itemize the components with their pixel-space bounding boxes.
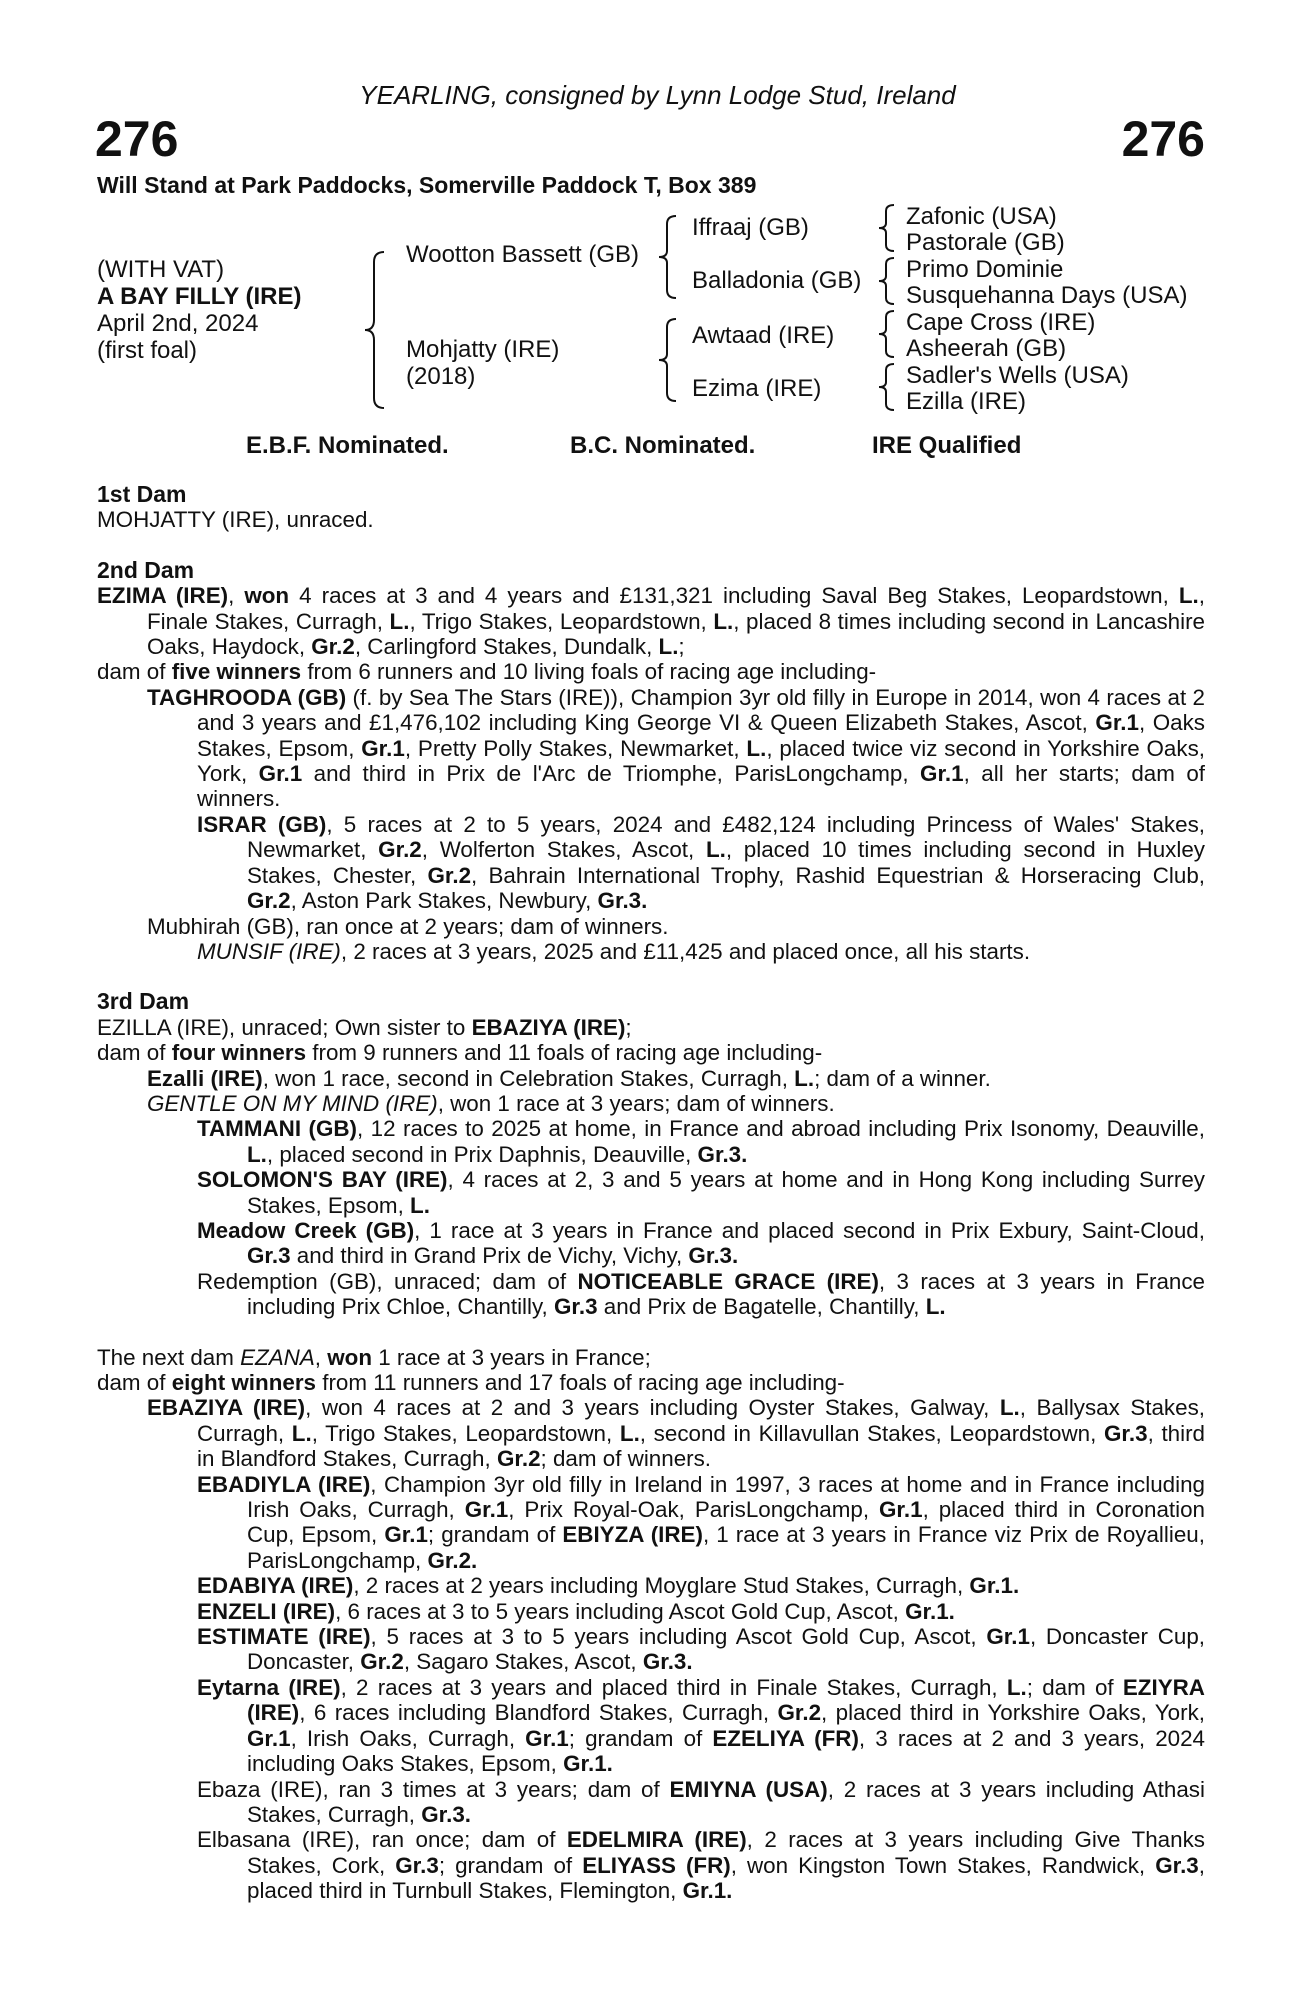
pedigree-sdd: Susquehanna Days (USA)	[906, 282, 1188, 309]
produce-ebadiyla: EBADIYLA (IRE), Champion 3yr old filly in Ireland in 1997, 3 races at home and in France including Irish Oaks, Curragh, Gr.1, Prix Royal-Oak, ParisLongchamp, Gr.1, placed third in Coronation Cup, Epsom, Gr.1; grandam of EBIYZA (IRE), 1 race at 3 years in France viz Prix de Royallieu, ParisLongchamp, Gr.2.	[197, 1471, 1206, 1573]
produce-mubhirah: Mubhirah (GB), ran once at 2 years; dam of winners.	[147, 913, 669, 939]
pedigree-dss: Cape Cross (IRE)	[906, 309, 1096, 336]
produce-israr: ISRAR (GB), 5 races at 2 to 5 years, 2024 and £482,124 including Princess of Wales' Stakes, Newmarket, Gr.2, Wolferton Stakes, Ascot, L., placed 10 times including second in Huxley Stakes, Chester, Gr.2, Bahrain International Trophy, Rashid Equestrian & Horseracing Club, Gr.2, Aston Park Stakes, Newbury, Gr.3.	[197, 811, 1205, 914]
pedigree-dam-sire: Awtaad (IRE)	[692, 322, 835, 349]
second-dam-produce-summary: dam of five winners from 6 runners and 10 living foals of racing age including-	[97, 659, 877, 685]
lot-number-left: 276	[95, 111, 179, 167]
third-dam-produce-summary: dam of four winners from 9 runners and 11 foals of racing age including-	[97, 1040, 823, 1066]
produce-solomons-bay: SOLOMON'S BAY (IRE), 4 races at 2, 3 and 5 years at home and in Hong Kong including Surrey Stakes, Epsom, L.	[197, 1167, 1205, 1218]
catalogue-body	[97, 482, 1205, 1904]
consignment-subtitle: YEARLING, consigned by Lynn Lodge Stud, Ireland	[359, 80, 956, 110]
produce-eytarna: Eytarna (IRE), 2 races at 3 years and placed third in Finale Stakes, Curragh, L.; dam of EZIYRA (IRE), 6 races including Blandford Stakes, Curragh, Gr.2, placed third in Yorkshire Oaks, York, Gr.1, Irish Oaks, Curragh, Gr.1; grandam of EZELIYA (FR), 3 races at 2 and 3 years, 2024 including Oaks Stakes, Epsom, Gr.1.	[197, 1674, 1205, 1777]
second-dam-entry: EZIMA (IRE), won 4 races at 3 and 4 years and £131,321 including Saval Beg Stakes, Leopardstown, L., Finale Stakes, Curragh, L., Trigo Stakes, Leopardstown, L., placed 8 times including second in Lancashire Oaks, Haydock, Gr.2, Carlingford Stakes, Dundalk, L.;	[97, 583, 1206, 660]
pedigree-brace-sd	[876, 256, 896, 306]
pedigree-sds: Primo Dominie	[906, 256, 1064, 283]
produce-taghrooda: TAGHROODA (GB) (f. by Sea The Stars (IRE)), Champion 3yr old filly in Europe in 2014, won 4 races at 2 and 3 years and £1,476,102 including King George VI & Queen Elizabeth Stakes, Ascot, Gr.1, Oaks Stakes, Epsom, Gr.1, Pretty Polly Stakes, Newmarket, L., placed twice viz second in Yorkshire Oaks, York, Gr.1 and third in Prix de l'Arc de Triomphe, ParisLongchamp, Gr.1, all her starts; dam of winners.	[147, 684, 1206, 812]
nomination-ebf: E.B.F. Nominated.	[246, 432, 449, 459]
pedigree-sire: Wootton Bassett (GB)	[406, 241, 639, 268]
vat-note: (WITH VAT)	[97, 256, 225, 283]
section-heading-third-dam: 3rd Dam	[97, 988, 190, 1015]
lot-number-right: 276	[1121, 111, 1205, 167]
pedigree-dam-dam: Ezima (IRE)	[692, 375, 822, 402]
produce-meadow-creek: Meadow Creek (GB), 1 race at 3 years in France and placed second in Prix Exbury, Saint-Cloud, Gr.3 and third in Grand Prix de Vichy, Vichy, Gr.3.	[197, 1217, 1205, 1269]
section-heading-first-dam: 1st Dam	[97, 481, 187, 507]
nomination-ire: IRE Qualified	[872, 432, 1022, 459]
pedigree-sire-sire: Iffraaj (GB)	[692, 214, 809, 241]
third-dam-entry: EZILLA (IRE), unraced; Own sister to EBAZIYA (IRE);	[97, 1014, 632, 1040]
pedigree-brace-ss	[876, 203, 896, 253]
horse-name: A BAY FILLY (IRE)	[97, 283, 302, 310]
horse-note: (first foal)	[97, 337, 198, 364]
horse-dob: April 2nd, 2024	[97, 310, 259, 337]
produce-elbasana: Elbasana (IRE), ran once; dam of EDELMIRA (IRE), 2 races at 3 years including Give Thanks Stakes, Cork, Gr.3; grandam of ELIYASS (FR), won Kingston Town Stakes, Randwick, Gr.3, placed third in Turnbull Stakes, Flemington, Gr.1.	[197, 1827, 1205, 1904]
pedigree-dam-year: (2018)	[406, 363, 476, 390]
pedigree-brace-dd	[876, 362, 896, 412]
produce-estimate: ESTIMATE (IRE), 5 races at 3 to 5 years including Ascot Gold Cup, Ascot, Gr.1, Doncaster Cup, Doncaster, Gr.2, Sagaro Stakes, Ascot, Gr.3.	[197, 1624, 1205, 1675]
section-heading-second-dam: 2nd Dam	[97, 556, 195, 583]
next-dam-entry: The next dam EZANA, won 1 race at 3 years in France;	[97, 1344, 651, 1370]
pedigree-ssd: Pastorale (GB)	[906, 229, 1065, 256]
pedigree-sss: Zafonic (USA)	[906, 203, 1057, 230]
pedigree-dds: Sadler's Wells (USA)	[906, 362, 1129, 389]
pedigree-brace-dam	[656, 317, 678, 403]
pedigree-dam: Mohjatty (IRE)	[406, 336, 560, 363]
produce-enzeli: ENZELI (IRE), 6 races at 3 to 5 years including Ascot Gold Cup, Ascot, Gr.1.	[197, 1598, 955, 1624]
produce-munsif: MUNSIF (IRE), 2 races at 3 years, 2025 and £11,425 and placed once, all his starts.	[197, 938, 1031, 964]
first-dam-text: MOHJATTY (IRE), unraced.	[97, 507, 374, 533]
produce-ezalli: Ezalli (IRE), won 1 race, second in Celebration Stakes, Curragh, L.; dam of a winner.	[147, 1065, 991, 1091]
pedigree-ddd: Ezilla (IRE)	[906, 388, 1027, 415]
nomination-bc: B.C. Nominated.	[570, 432, 756, 459]
produce-tammani: TAMMANI (GB), 12 races to 2025 at home, in France and abroad including Prix Isonomy, Deauville, L., placed second in Prix Daphnis, Deauville, Gr.3.	[197, 1116, 1205, 1167]
pedigree-dsd: Asheerah (GB)	[906, 335, 1067, 362]
pedigree-brace-ds	[876, 309, 896, 359]
next-dam-produce-summary: dam of eight winners from 11 runners and 17 foals of racing age including-	[97, 1370, 845, 1395]
produce-redemption: Redemption (GB), unraced; dam of NOTICEABLE GRACE (IRE), 3 races at 3 years in France including Prix Chloe, Chantilly, Gr.3 and Prix de Bagatelle, Chantilly, L.	[197, 1268, 1205, 1320]
produce-edabiya: EDABIYA (IRE), 2 races at 2 years including Moyglare Stud Stakes, Curragh, Gr.1.	[197, 1573, 1020, 1599]
pedigree-brace-sire	[656, 214, 678, 300]
produce-gentle-on-my-mind: GENTLE ON MY MIND (IRE), won 1 race at 3 years; dam of winners.	[147, 1090, 835, 1116]
pedigree-brace-main	[362, 250, 386, 410]
produce-ebaza: Ebaza (IRE), ran 3 times at 3 years; dam of EMIYNA (USA), 2 races at 3 years including Athasi Stakes, Curragh, Gr.3.	[197, 1776, 1205, 1827]
produce-ebaziya: EBAZIYA (IRE), won 4 races at 2 and 3 years including Oyster Stakes, Galway, L., Ballysax Stakes, Curragh, L., Trigo Stakes, Leopardstown, L., second in Killavullan Stakes, Leopardstown, Gr.3, third in Blandford Stakes, Curragh, Gr.2; dam of winners.	[147, 1395, 1206, 1472]
pedigree-sire-dam: Balladonia (GB)	[692, 267, 862, 294]
stand-location: Will Stand at Park Paddocks, Somerville Paddock T, Box 389	[97, 172, 757, 198]
